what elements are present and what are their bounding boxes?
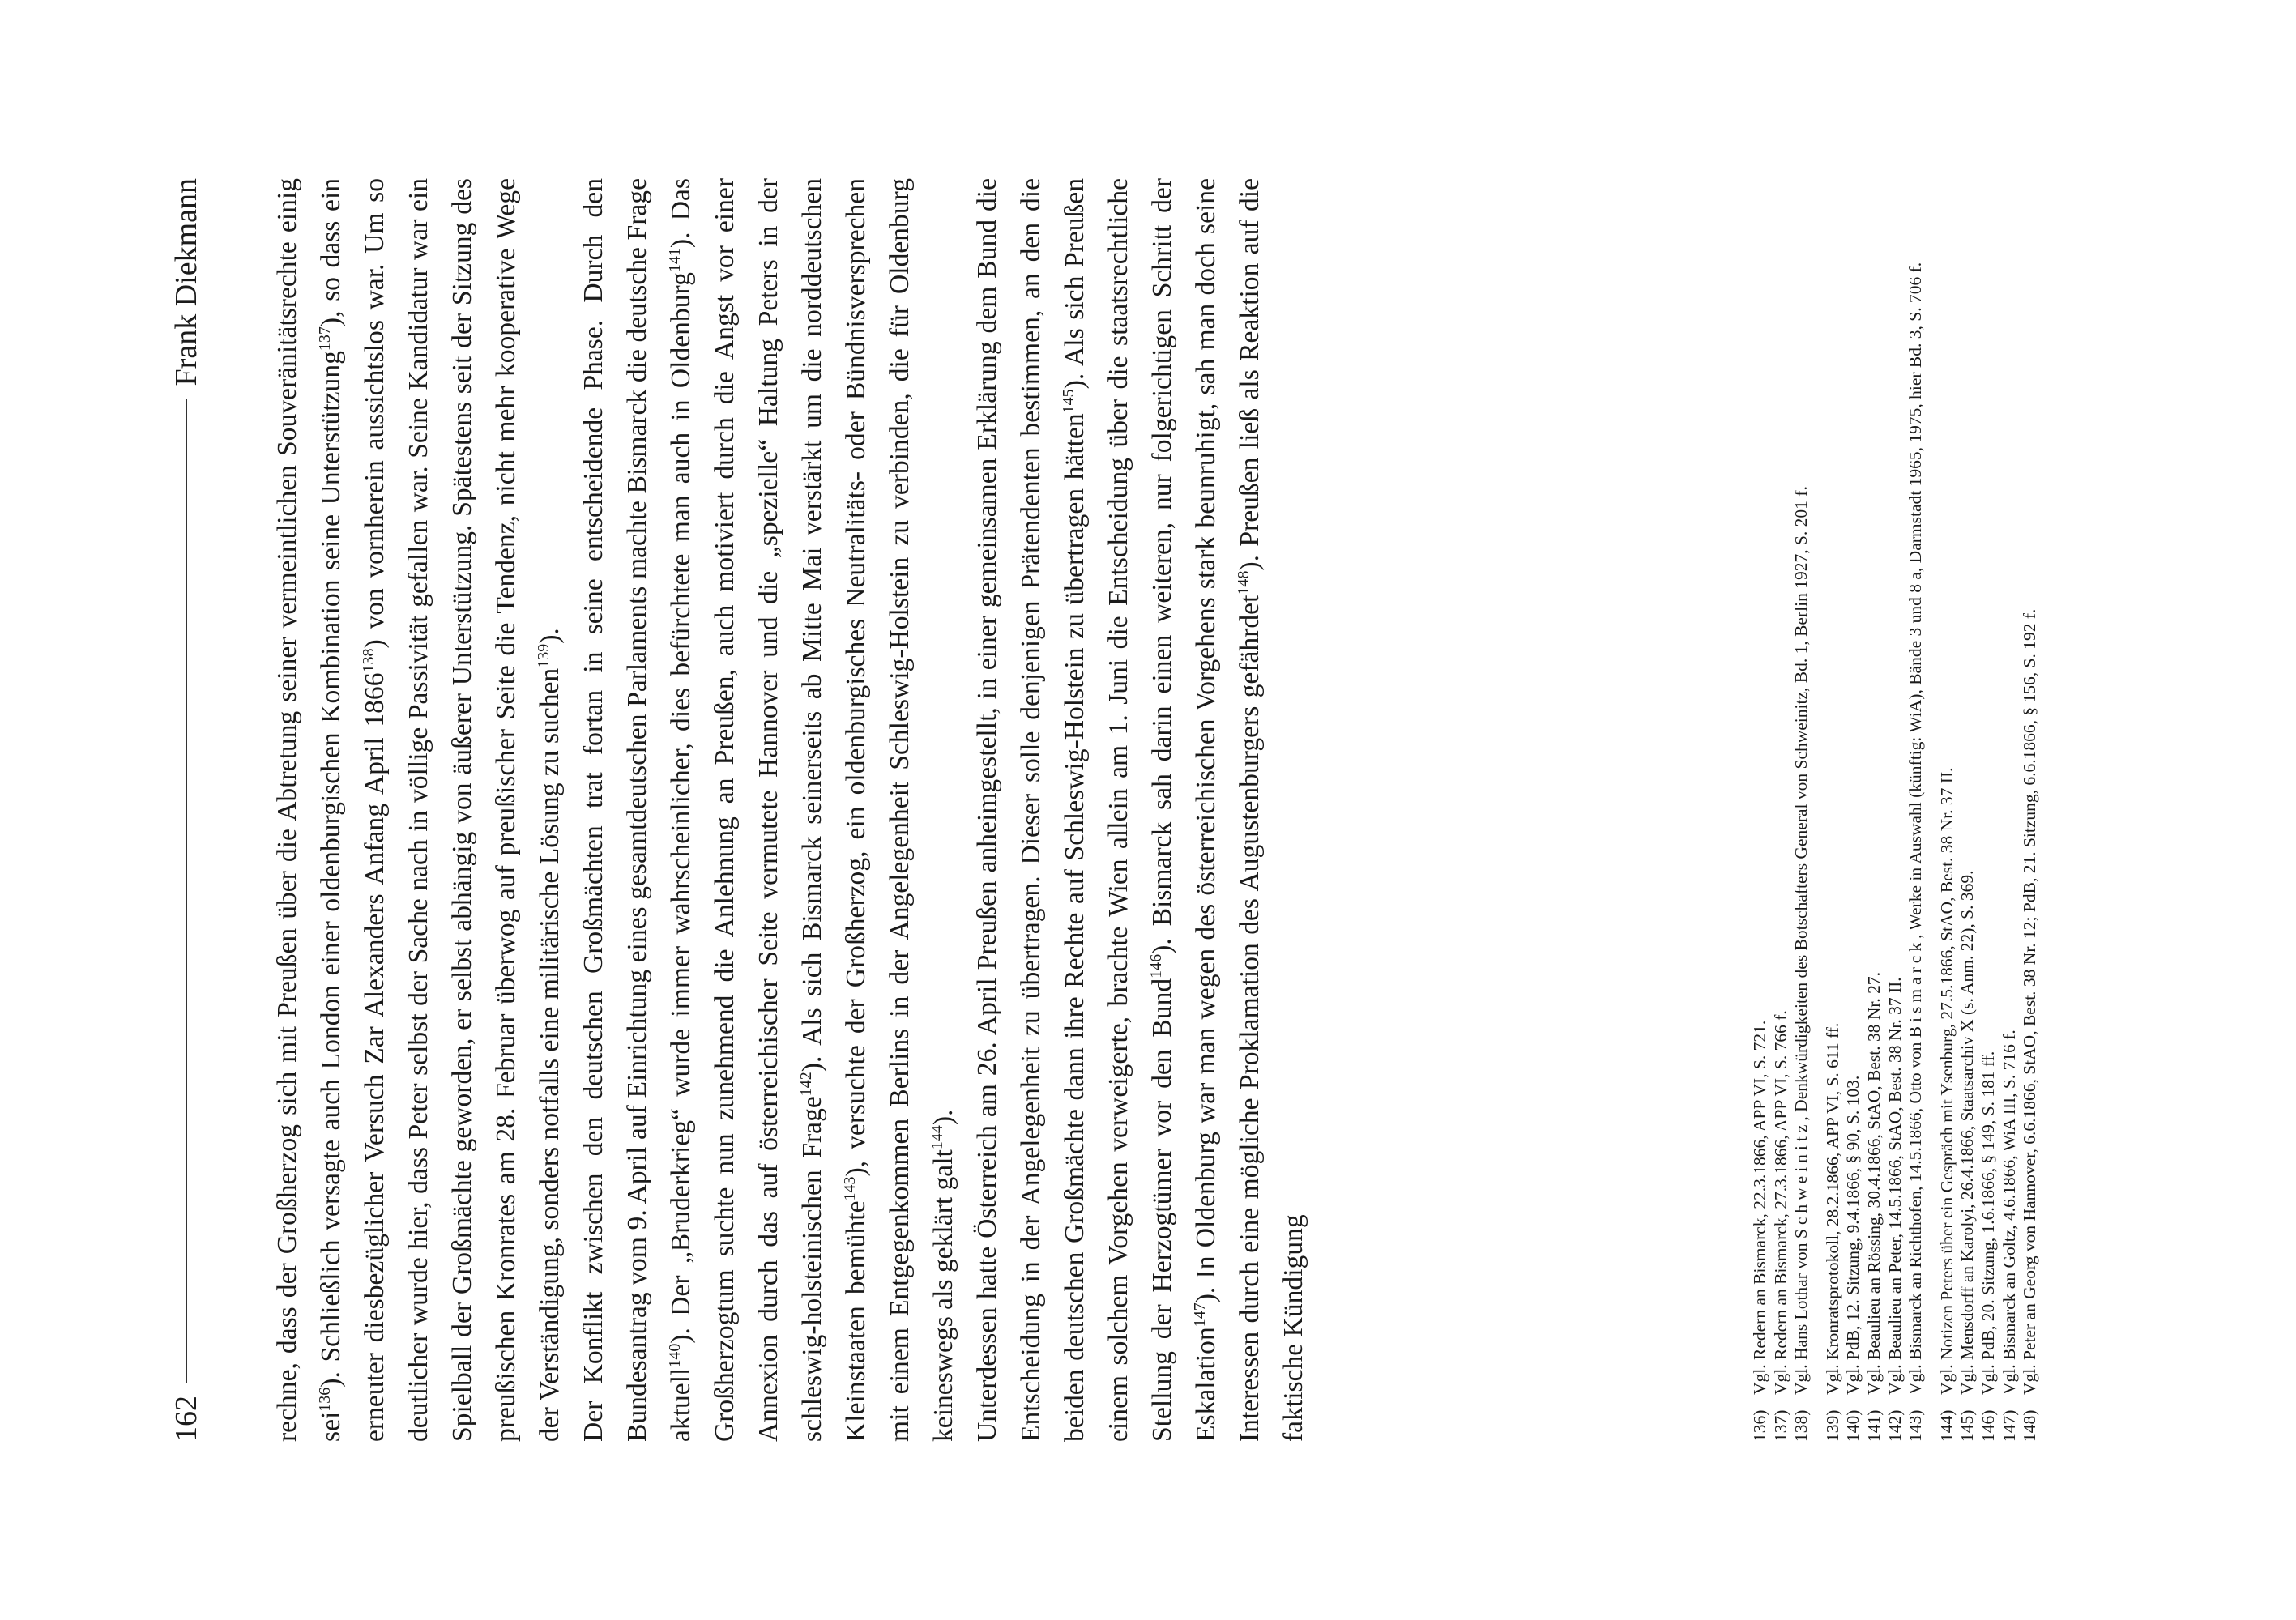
footnote — [1843, 178, 1864, 1442]
footnote — [1791, 178, 1812, 1442]
running-author: Frank Diekmann — [169, 178, 203, 386]
text-run: Vgl. Hans Lothar von — [1791, 1238, 1812, 1395]
footnote-number: 141) — [1863, 1409, 1884, 1442]
footnote-ref: 138 — [359, 648, 378, 673]
footnote-number: 136) — [1750, 1409, 1769, 1442]
footnote-number: 137) — [1770, 1409, 1790, 1442]
footnote-ref: 137 — [315, 326, 334, 352]
footnote — [1771, 178, 1792, 1442]
footnote — [1999, 178, 2021, 1442]
footnote-ref: 136 — [315, 1387, 334, 1412]
footnote-number: 143) — [1906, 1409, 1926, 1442]
footnote-ref: 148 — [1234, 570, 1253, 595]
footnote — [1885, 178, 1906, 1442]
text-run: ). Das Großherzogtum suchte nun zunehmend die Anlehnung an Preußen, auch motiviert durch die Angst vor einer Annexion durch das auf österreichischer Seite vermutete Hannover und die „spezielle“ Haltung Peters in der schleswig-holsteinischen Frage — [666, 178, 827, 1442]
running-head — [162, 178, 211, 1442]
text-run: ), so dass ein erneuter diesbezüglicher Versuch Zar Alexanders Anfang April 1866 — [316, 178, 390, 1442]
footnote-text: Vgl. PdB, 12. Sitzung, 9.4.1866, § 90, S. 103. — [1843, 1075, 1863, 1395]
book-page — [162, 162, 2106, 1458]
text-run: ), versuchte der Großherzog, ein oldenburgisches Neutralitäts- oder Bündnisversprechen mit einem Entgegenkommen Berlins in der Angelegenheit Schleswig-Holstein zu verbinden, die für Oldenburg keineswegs als geklärt galt — [841, 178, 958, 1442]
footnote-number: 145) — [1957, 1409, 1978, 1442]
page-number: 162 — [169, 1396, 203, 1442]
footnote-number: 140) — [1843, 1409, 1863, 1442]
footnote-text: Vgl. Peter an Georg von Hannover, 6.6.1866, StAO, Best. 38 Nr. 12; PdB, 21. Sitzung, 6.6.1866, § 156, S. 192 f. — [2020, 608, 2040, 1395]
footnote-text: Vgl. Redern an Bismarck, 27.3.1866, APP VI, S. 766 f. — [1770, 1010, 1790, 1395]
footnote-text: Vgl. PdB, 20. Sitzung, 1.6.1866, § 149, S. 181 ff. — [1978, 1051, 1998, 1395]
text-run: ). — [928, 1109, 958, 1126]
footnote-text: Vgl. Notizen Peters über ein Gespräch mit Ysenburg, 27.5.1866, StAO, Best. 38 Nr. 37 II. — [1936, 767, 1957, 1395]
footnote-number: 144) — [1936, 1409, 1957, 1442]
text-run: Unterdessen hatte Österreich am 26. April Preußen anheimgestellt, in einer gemeinsamen Erklärung dem Bund die Entscheidung in der Angelegenheit zu übertragen. Dieser solle denjenigen Prätendenten bestimmen, an den die beiden deutschen Großmächte dann ihre Rechte auf Schleswig-Holstein zu übertragen hätten — [972, 178, 1090, 1442]
paragraph-3 — [966, 178, 1316, 1442]
text-run: Vgl. Bismarck an Richthofen, 14.5.1866, Otto von — [1906, 1038, 1926, 1395]
footnote — [1823, 178, 1844, 1442]
footnote-ref: 141 — [665, 248, 684, 273]
footnote-text: Vgl. Kronratsprotokoll, 28.2.1866, APP VI, S. 611 ff. — [1822, 1022, 1842, 1395]
paragraph-1 — [266, 178, 572, 1442]
footnote-ref: 142 — [796, 1072, 815, 1097]
footnote — [2020, 178, 2041, 1442]
footnote-number: 139) — [1822, 1409, 1842, 1442]
paragraph-2 — [572, 178, 966, 1442]
text-run: , Werke in Auswahl (künftig: WiA), Bände 3 und 8 a, Darmstadt 1965, 1975, hier Bd. 3, S. 706 f. — [1906, 262, 1926, 939]
text-run: ). Preußen ließ als Reaktion auf die faktische Kündigung — [1235, 177, 1308, 1442]
text-run: , Denkwürdigkeiten des Botschafters General von Schweinitz, Bd. 1, Berlin 1927, S. 201 f. — [1791, 486, 1812, 1121]
header-rule — [186, 399, 187, 1383]
footnote — [1864, 178, 1885, 1442]
footnote-text: Vgl. Redern an Bismarck, 22.3.1866, APP VI, S. 721. — [1750, 1020, 1769, 1395]
text-run: ). Bismarck sah darin einen weiteren, nur folgerichtigen Schritt der Eskalation — [1147, 178, 1221, 1442]
text-run: ). Schließlich versagte auch London einer oldenburgischen Kombination seine Unterstützung — [316, 351, 346, 1388]
spaced-author-name: Schweinitz — [1791, 1120, 1812, 1239]
footnote-ref: 140 — [665, 1343, 684, 1368]
footnote-ref: 144 — [928, 1125, 946, 1150]
footnote-text — [1906, 178, 1927, 1395]
footnote — [1937, 178, 1958, 1442]
footnote-number: 148) — [2020, 1409, 2040, 1442]
text-run: rechne, dass der Großherzog sich mit Preußen über die Abtretung seiner vermeintlichen Souveränitätsrechte einig sei — [272, 178, 346, 1442]
footnote-text: Vgl. Mensdorff an Karolyi, 26.4.1866, Staatsarchiv X (s. Anm. 22), S. 369. — [1957, 870, 1978, 1395]
footnote-ref: 146 — [1146, 953, 1165, 978]
text-run: Der Konflikt zwischen den deutschen Großmächten trat fortan in seine entscheidende Phase. Durch den Bundesantrag vom 9. April auf Einrichtung eines gesamtdeutschen Parlaments machte Bismarck die deutsche Frage aktuell — [578, 178, 696, 1442]
spaced-author-name: Bismarck — [1906, 938, 1926, 1038]
text-run: ). Als sich Preußen einem solchem Vorgehen verweigerte, brachte Wien allein am 1. Juni die Entscheidung über die staatsrechtliche Stellung der Herzogtümer vor den Bund — [1060, 177, 1177, 1442]
text-run: ). — [535, 628, 565, 644]
text-run: ). In Oldenburg war man wegen des österreichischen Vorgehens stark beunruhigt, sah man doch seine Interessen durch eine mögliche Proklamation des Augustenburgers gefährdet — [1191, 178, 1265, 1442]
body-text — [266, 178, 1316, 1442]
footnote-number: 146) — [1978, 1409, 1998, 1442]
footnote — [1906, 178, 1927, 1442]
text-run: ) von vornherein aussichtslos war. Um so deutlicher wurde hier, dass Peter selbst der Sache nach in völlige Passivität gefallen war. Seine Kandidatur war ein Spielball der Großmächte geworden, er selbst abhängig von äußerer Unterstützung. Spätestens seit der Sitzung des preußischen Kronrates am 28. Februar überwog auf preußischer Seite die Tendenz, nicht mehr kooperative Wege der Verständigung, sonders notfalls eine militärische Lösung zu suchen — [360, 178, 565, 1442]
text-run: ). Als sich Bismarck seinerseits ab Mitte Mai verstärkt um die norddeutschen Kleinstaaten bemühte — [797, 178, 871, 1442]
footnote-text: Vgl. Beaulieu an Rössing, 30.4.1866, StAO, Best. 38 Nr. 27. — [1863, 972, 1884, 1395]
footnote-text — [1791, 178, 1812, 1395]
footnote-text: Vgl. Bismarck an Goltz, 4.6.1866, WiA III, S. 716 f. — [1999, 1030, 2019, 1395]
footnotes — [1750, 178, 2041, 1442]
text-run: ). Der „Bruderkrieg“ wurde immer wahrscheinlicher, dies befürchtete man auch in Oldenburg — [666, 272, 696, 1344]
footnote-text: Vgl. Beaulieu an Peter, 14.5.1866, StAO, Best. 38 Nr. 37 II. — [1884, 977, 1905, 1395]
footnote-number: 138) — [1791, 1409, 1812, 1442]
footnote-number: 147) — [1999, 1409, 2019, 1442]
footnote — [1978, 178, 1999, 1442]
footnote — [1957, 178, 1978, 1442]
footnote-ref: 147 — [1190, 1302, 1209, 1328]
footnote-number: 142) — [1884, 1409, 1905, 1442]
footnote-ref: 143 — [840, 1176, 859, 1201]
footnote — [1750, 178, 1771, 1442]
footnote-ref: 139 — [534, 643, 553, 668]
footnote-ref: 145 — [1059, 389, 1078, 414]
